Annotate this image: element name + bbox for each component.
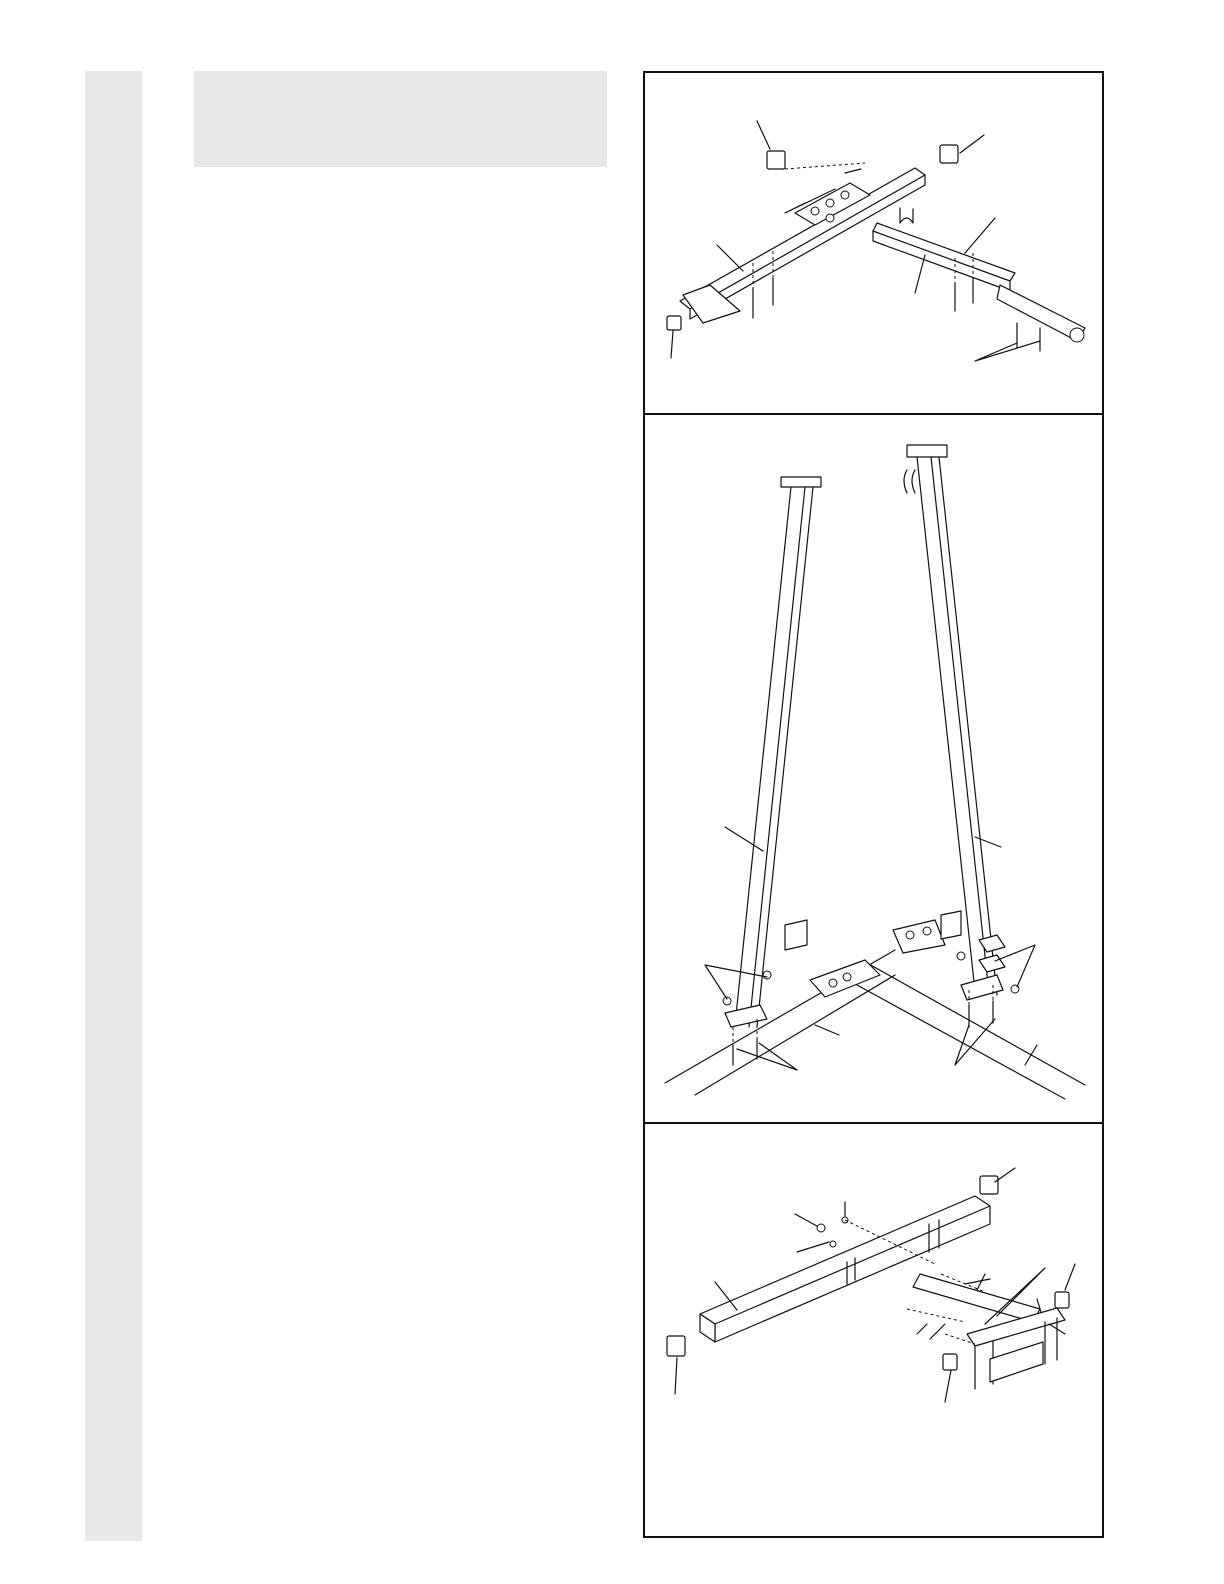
step-header-box [194, 71, 607, 167]
base-frame-assembly-drawing [645, 73, 1106, 417]
figure-2-upright-frames [643, 413, 1104, 1124]
front-stabilizer-assembly-drawing [645, 1124, 1106, 1540]
margin-strip [85, 71, 142, 1541]
figure-1-base-frame [643, 71, 1104, 415]
upright-frames-assembly-drawing [645, 415, 1106, 1126]
instruction-text-column [194, 180, 607, 1530]
figure-3-front-stabilizer [643, 1122, 1104, 1538]
